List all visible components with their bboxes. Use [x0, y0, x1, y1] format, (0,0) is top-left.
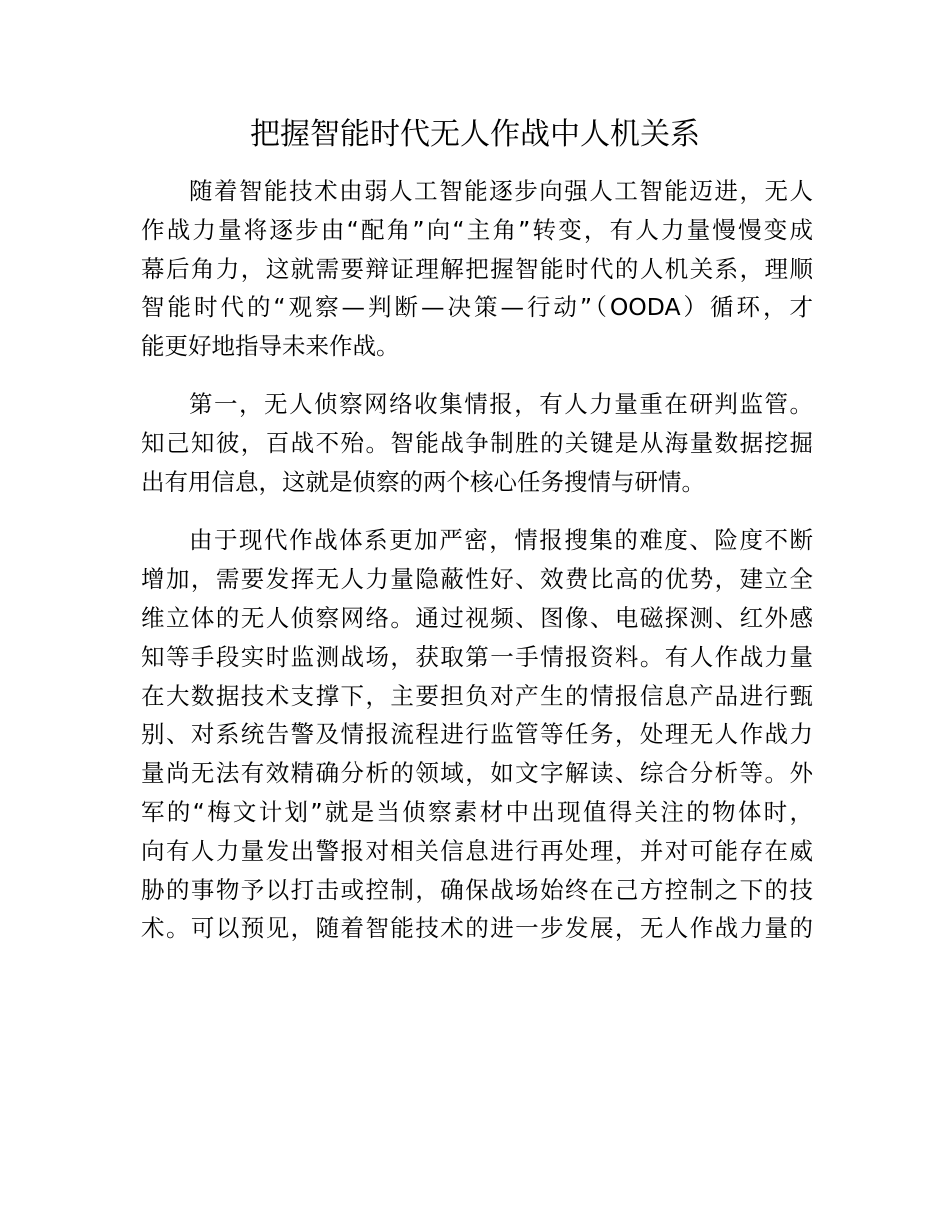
paragraph-line: 术。可以预见，随着智能技术的进一步发展，无人作战力量的: [141, 914, 813, 943]
paragraph-line: 随着智能技术由弱人工智能逐步向强人工智能迈进，无人: [189, 177, 813, 205]
paragraph-line: 胁的事物予以打击或控制，确保战场始终在己方控制之下的技: [141, 875, 813, 904]
paragraph-gap: [141, 502, 813, 522]
paragraph-line: 作战力量将逐步由“配角”向“主角”转变，有人力量慢慢变成: [141, 215, 813, 244]
paragraph-line: 由于现代作战体系更加严密，情报搜集的难度、险度不断: [189, 526, 813, 555]
document-body: [141, 172, 813, 948]
paragraph-2: [141, 385, 813, 501]
paragraph-line: 向有人力量发出警报对相关信息进行再处理，并对可能存在威: [141, 836, 813, 865]
paragraph-line: 知等手段实时监测战场，获取第一手情报资料。有人作战力量: [141, 642, 813, 671]
paragraph-line: 增加，需要发挥无人力量隐蔽性好、效费比高的优势，建立全: [141, 565, 813, 594]
paragraph-line: 军的“梅文计划”就是当侦察素材中出现值得关注的物体时，: [141, 797, 813, 826]
paragraph-line: 别、对系统告警及情报流程进行监管等任务，处理无人作战力: [141, 720, 813, 749]
paragraph-line: 第一，无人侦察网络收集情报，有人力量重在研判监管。: [189, 390, 813, 419]
paragraph-line: 幕后角力，这就需要辩证理解把握智能时代的人机关系，理顺: [141, 254, 813, 283]
paragraph-line: 在大数据技术支撑下，主要担负对产生的情报信息产品进行甄: [141, 681, 813, 710]
paragraph-line: 量尚无法有效精确分析的领域，如文字解读、综合分析等。外: [141, 759, 813, 788]
paragraph-1: [141, 172, 813, 366]
paragraph-line: 知己知彼，百战不殆。智能战争制胜的关键是从海量数据挖掘: [141, 429, 813, 458]
paragraph-line: 出有用信息，这就是侦察的两个核心任务搜情与研情。: [141, 468, 705, 497]
paragraph-3: [141, 521, 813, 948]
paragraph-line: 智能时代的“观察—判断—决策—行动”（OODA）循环，才: [141, 293, 813, 322]
paragraph-line: 维立体的无人侦察网络。通过视频、图像、电磁探测、红外感: [141, 603, 813, 632]
document-title: 把握智能时代无人作战中人机关系: [250, 117, 700, 152]
paragraph-gap: [141, 366, 813, 386]
paragraph-line: 能更好地指导未来作战。: [141, 332, 400, 361]
